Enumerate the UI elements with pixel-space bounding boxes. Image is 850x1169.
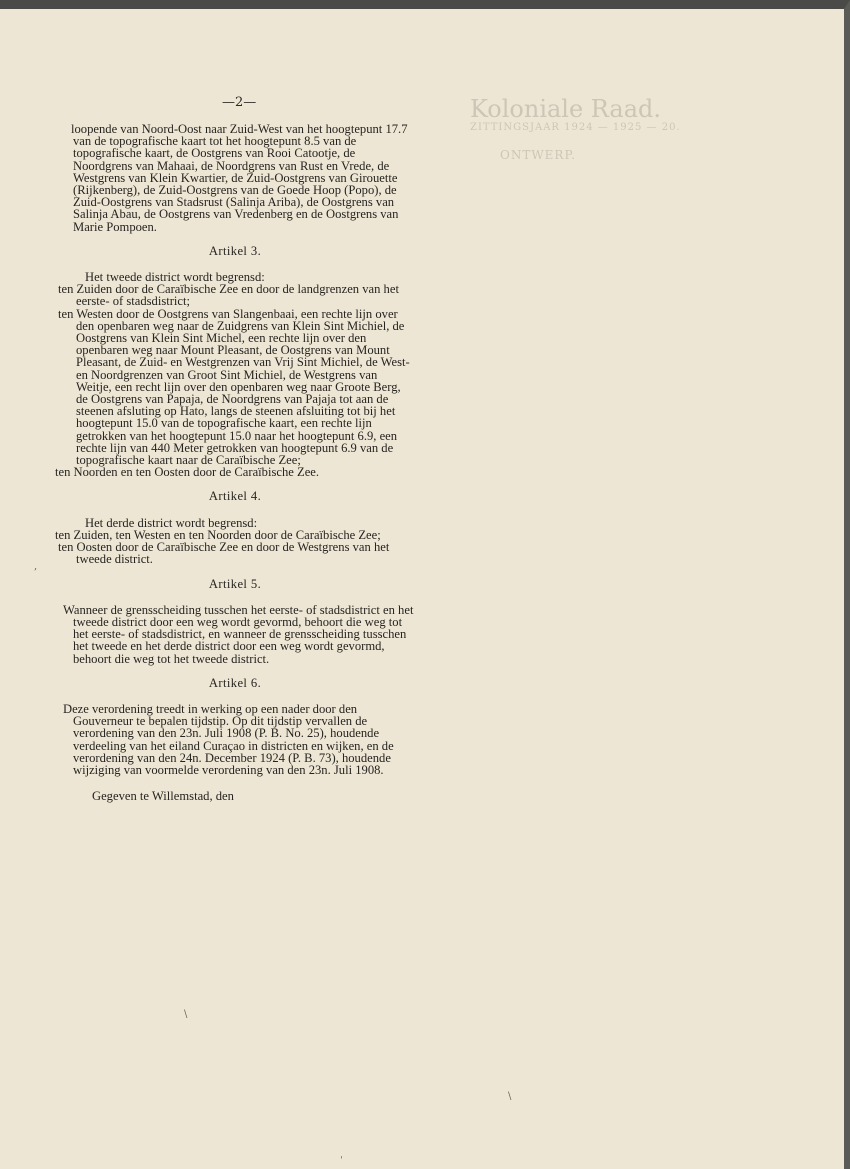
article-heading: Artikel 3. <box>208 243 262 258</box>
article-lead: Het derde district wordt begrensd: <box>85 515 258 530</box>
article-clause: ten Westen door de Oostgrens van Slangenbaai, een rechte lijn over den openbaren weg naar de Zuidgrens van Klein Sint Michiel, de Oostgrens van Klein Sint Michel, een rechte lijn over den openbaren weg naar Mount Pleasant, de Oostgrens van Mount Pleasant, de Zuid- en Westgrenzen van Vrij Sint Michiel, de West- en Noordgrenzen van Groot Sint Michiel, de Westgrens van Weitje, een recht lijn over den openbaren weg naar Groote Berg, de Oostgrens van Papaja, de Noordgrens van Pajaja tot aan de steenen afsluting op Hato, langs de steenen afsluiting tot bij het hoogtepunt 15.0 van de topografische kaart, een rechte lijn getrokken van het hoogtepunt 15.0 naar het hoogtepunt 6.9, een rechte lijn van 440 Meter getrokken van hoogtepunt 6.9 van de topografische kaart naar de Caraïbische Zee; <box>58 306 410 468</box>
article-clause: ten Zuiden door de Caraïbische Zee en door de landgrenzen van het eerste- of stadsdistrict; <box>58 282 399 309</box>
article-lead: Het tweede district wordt begrensd: <box>85 270 265 285</box>
article-clause: ten Noorden en ten Oosten door de Caraïbische Zee. <box>55 465 320 480</box>
article-3 <box>55 245 415 479</box>
article-clause: ten Zuiden, ten Westen en ten Noorden door de Caraïbische Zee; <box>55 527 381 542</box>
article-body: Wanneer de grensscheiding tusschen het eerste- of stadsdistrict en het tweede district door een weg wordt gevormd, behoort die weg tot het eerste- of stadsdistrict, en wanneer de grensscheiding tusschen het tweede en het derde district door een weg wordt gevormd, behoort die weg tot het tweede district. <box>63 602 414 666</box>
article-5 <box>55 578 415 665</box>
article-clause: ten Oosten door de Caraïbische Zee en door de Westgrens van het tweede district. <box>58 540 390 567</box>
intro-paragraph: loopende van Noord-Oost naar Zuid-West van het hoogtepunt 17.7 van de topografische kaart tot het hoogtepunt 8.5 van de topografische kaart, de Oostgrens van Rooi Catootje, de Noordgrens van Mahaai, de Noordgrens van Rust en Vrede, de Westgrens van Klein Kwartier, de Zuid-Oostgrens van Girouette (Rijkenberg), de Zuid-Oostgrens van de Goede Hoop (Popo), de Zuid-Oostgrens van Stadsrust (Salinja Ariba), de Oostgrens van Salinja Abau, de Oostgrens van Vredenberg en de Oostgrens van Marie Pompoen. <box>71 122 408 234</box>
bleed-line-draft: ONTWERP. <box>500 148 576 162</box>
article-6 <box>55 677 415 776</box>
bleed-line-title: Koloniale Raad. <box>470 95 662 123</box>
bleed-through-heading <box>470 97 730 167</box>
article-body: Deze verordening treedt in werking op een nader door den Gouverneur te bepalen tijdstip. Op dit tijdstip vervallen de verordening van den 23n. Juli 1908 (P. B. No. 25), houdende verdeeling van het eiland Curaçao in districten en wijken, en de verordening van den 24n. December 1924 (P. B. 73), houdende wijziging van voormelde verordening van den 23n. Juli 1908. <box>63 701 394 777</box>
paper-speck: , <box>34 561 38 572</box>
paper-speck: ˌ <box>340 1149 343 1160</box>
paper-speck: \ <box>184 1009 188 1020</box>
paper-speck: \ <box>508 1091 512 1102</box>
article-heading: Artikel 4. <box>208 489 262 504</box>
signoff-line: Gegeven te Willemstad, den <box>92 789 234 804</box>
bleed-line-session: ZITTINGSJAAR 1924 — 1925 — 20. <box>470 122 681 133</box>
article-heading: Artikel 5. <box>208 576 262 591</box>
article-heading: Artikel 6. <box>208 675 262 690</box>
article-4 <box>55 490 415 565</box>
page-number: —2— <box>222 95 257 110</box>
body-text <box>55 123 415 802</box>
